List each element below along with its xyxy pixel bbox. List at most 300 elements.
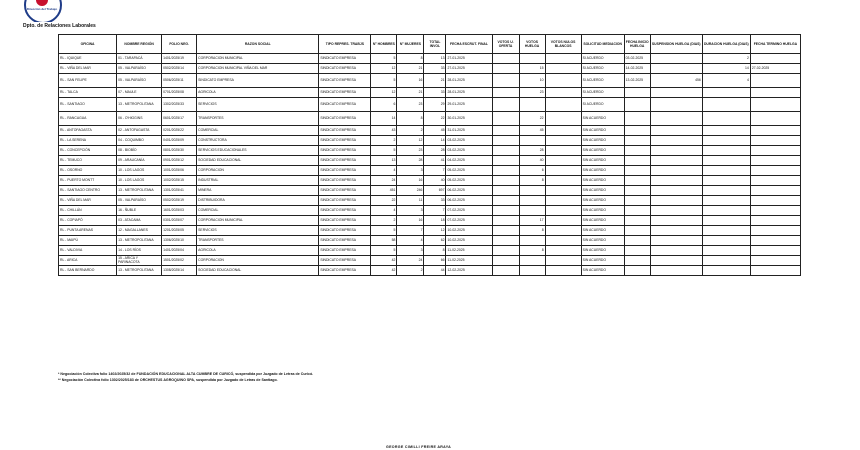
table-cell: SINDICATO EMPRESA [319,136,371,146]
table-cell [650,236,702,246]
table-cell [702,186,750,196]
table-cell: 8 [397,54,424,64]
table-cell [702,88,750,98]
table-cell: 12 - MAGALLANES [117,226,162,236]
negotiations-table [58,34,801,276]
table-cell: 42 [371,266,397,276]
table-cell [650,126,702,136]
table-cell: 5 [371,226,397,236]
table-cell [750,176,800,186]
table-cell [702,266,750,276]
table-cell: 22 [371,196,397,206]
table-cell: 05 - VALPARAÍSO [117,196,162,206]
table-cell [650,98,702,112]
table-cell: SINDICATO EMPRESA [319,196,371,206]
table-cell: SIN ACUERDO [581,186,624,196]
table-cell [750,186,800,196]
table-cell [519,266,545,276]
table-cell: CORPORACION MUNICIPAL [197,216,319,226]
table-cell [702,146,750,156]
table-cell [545,176,581,186]
table-cell: 43 [371,126,397,136]
table-cell: 14 [702,64,750,74]
table-cell: 5 [371,74,397,88]
table-cell: RL - CONCEPCIÓN [59,146,117,156]
table-row [59,206,801,216]
table-cell [702,246,750,256]
table-cell: SINDICATO EMPRESA [319,88,371,98]
institution-logo [22,0,62,22]
table-cell [750,146,800,156]
table-cell [750,266,800,276]
table-cell: 697 [424,186,446,196]
signature-name: GEORGE CIMILLI FREIRE ARAYA [386,445,452,449]
table-cell: 1306/2025/10 [162,236,197,246]
table-cell [545,206,581,216]
table-cell [492,256,519,266]
column-header: SOLICITUD MEDIACION [581,35,624,54]
table-cell: 02 - ANTOFAGASTA [117,126,162,136]
column-header: TOTAL INVOL [424,35,446,54]
table-cell [492,54,519,64]
table-cell: SOCIEDAD EDUCACIONAL [197,156,319,166]
footnote-2: ** Negociación Colectiva folio 1302/2025/183 de ORCHESTUS AGROQUINO SPA, suspendida por Juzgado de Letras de Santiago. [58,378,278,382]
table-cell [702,216,750,226]
table-cell [650,88,702,98]
table-cell: 27-01-2025 [446,64,492,74]
table-cell: 21 [397,64,424,74]
table-cell: RL - PUNTA ARENAS [59,226,117,236]
table-cell: 0506/2025/11 [162,74,197,88]
table-cell: CORPORACION MUNICIPAL [197,54,319,64]
table-cell: 33 [424,88,446,98]
table-cell: INDUSTRIAL [197,176,319,186]
table-cell: 23 [519,88,545,98]
table-cell [750,216,800,226]
table-cell: SINDICATO EMPRESA [319,176,371,186]
table-cell: RL - OSORNO [59,166,117,176]
table-cell: 33 [424,196,446,206]
table-cell [492,226,519,236]
table-cell: 1002/2025/15 [162,176,197,186]
table-cell: SINDICATO EMPRESA [319,256,371,266]
table-cell: 7 [424,206,446,216]
table-cell [624,112,650,126]
table-cell: 45 [519,126,545,136]
table-cell: 58 [371,236,397,246]
table-row [59,156,801,166]
table-cell: 05 - VALPARAÍSO [117,64,162,74]
table-cell: RL - SAN BERNARDO [59,266,117,276]
table-cell: SI ACUERDO [581,64,624,74]
table-cell: 1601/2025/03 [162,206,197,216]
table-cell: 33 [424,64,446,74]
table-cell: SIN ACUERDO [581,166,624,176]
table-cell [702,226,750,236]
table-cell: 05 - VALPARAÍSO [117,74,162,88]
table-cell: SINDICATO EMPRESA [319,216,371,226]
table-row [59,54,801,64]
table-cell [545,246,581,256]
table-cell: 03-02-2025 [624,54,650,64]
table-cell: 10 - LOS LAGOS [117,176,162,186]
table-row [59,126,801,136]
table-cell [492,196,519,206]
table-row [59,88,801,98]
table-cell: 16 [397,74,424,88]
table-cell: SIN ACUERDO [581,226,624,236]
table-cell: RL - SANTIAGO CENTRO [59,186,117,196]
table-cell: SIN ACUERDO [581,196,624,206]
column-header: DURACION HUELGA (DIAS) [702,35,750,54]
table-cell: TRANSPORTES [197,112,319,126]
table-cell [750,206,800,216]
table-cell: 5 [371,246,397,256]
table-cell [519,186,545,196]
table-cell: 0502/2025/19 [162,196,197,206]
column-header: SUSPENSION HUELGA (DIAS) [650,35,702,54]
column-header: VOTOS HUELGA [519,35,545,54]
table-cell [492,126,519,136]
table-cell: RL - VIÑA DEL MAR [59,64,117,74]
table-cell: SIN ACUERDO [581,216,624,226]
table-cell: SINDICATO EMPRESA [319,186,371,196]
table-cell [545,54,581,64]
table-cell: 8 [519,246,545,256]
table-cell: AGRICOLA [197,246,319,256]
table-cell: SINDICATO EMPRESA [197,74,319,88]
table-cell [750,236,800,246]
table-cell: COMERCIAL [197,206,319,216]
table-cell: 06-02-2025 [446,186,492,196]
table-cell [650,54,702,64]
table-cell: 40 [519,156,545,166]
table-cell [492,216,519,226]
table-cell [650,196,702,206]
table-cell: 41 [424,156,446,166]
table-cell [750,112,800,126]
table-cell: SINDICATO EMPRESA [319,64,371,74]
table-cell: 27-02-2025 [750,64,800,74]
table-cell [519,256,545,266]
table-cell [650,112,702,126]
table-cell: 13 - METROPOLITANA [117,98,162,112]
table-cell [624,146,650,156]
table-cell [624,136,650,146]
table-cell: 0201/2025/22 [162,126,197,136]
table-cell: 03-02-2025 [446,146,492,156]
table-cell: 18 [424,216,446,226]
table-cell [492,156,519,166]
table-cell: 0701/2025/08 [162,88,197,98]
table-cell: SIN ACUERDO [581,126,624,136]
table-cell [545,74,581,88]
table-cell: 11 [397,196,424,206]
table-cell [702,166,750,176]
table-cell: AGRICOLA [197,88,319,98]
table-cell [519,236,545,246]
table-cell: 13 [371,156,397,166]
table-cell: 11-02-2025 [446,256,492,266]
table-cell [492,112,519,126]
table-cell: 45 [424,126,446,136]
table-cell: 1401/2025/19 [162,54,197,64]
table-cell: 14 [371,112,397,126]
table-cell [650,206,702,216]
table-cell: SINDICATO EMPRESA [319,236,371,246]
table-cell [650,64,702,74]
table-cell: 10 - LOS LAGOS [117,166,162,176]
table-cell: 0801/2025/30 [162,146,197,156]
table-cell: 3 [397,206,424,216]
table-cell [519,54,545,64]
table-cell: 01 - TARAPACÁ [117,54,162,64]
table-cell: 1501/2025/02 [162,256,197,266]
table-cell [650,226,702,236]
table-cell: TRANSPORTES [197,236,319,246]
table-cell: 40 [424,176,446,186]
table-row [59,64,801,74]
table-cell: 10 [519,74,545,88]
table-cell [750,88,800,98]
table-cell [492,136,519,146]
column-header: OFICINA [59,35,117,54]
table-cell: RL - TEMUCO [59,156,117,166]
table-cell: 8 [397,112,424,126]
table-cell: 0301/2025/07 [162,216,197,226]
table-row [59,256,801,266]
table-cell: 16 - ÑUBLE [117,206,162,216]
table-cell [650,216,702,226]
table-cell [624,156,650,166]
table-cell [702,236,750,246]
table-cell [519,196,545,206]
table-cell [492,74,519,88]
table-cell [650,146,702,156]
table-cell: SI ACUERDO [581,54,624,64]
table-cell [702,98,750,112]
table-cell [545,186,581,196]
table-cell: 10-02-2025 [446,226,492,236]
column-header: FECHA INICIO HUELGA [624,35,650,54]
table-cell: 8 [519,176,545,186]
table-cell [702,256,750,266]
table-cell: 7 [424,166,446,176]
table-cell [702,136,750,146]
column-header: FECHA ESCRUT. FINAL [446,35,492,54]
table-cell: 3 [397,166,424,176]
table-cell: SOCIEDAD EDUCACIONAL [197,266,319,276]
table-cell: 23 [397,98,424,112]
table-cell: 14 [424,136,446,146]
table-cell: 0901/2025/12 [162,156,197,166]
table-cell [519,98,545,112]
table-cell: 246 [397,186,424,196]
table-cell: 29 [424,98,446,112]
table-cell: 28 [424,146,446,156]
table-cell [624,98,650,112]
table-row [59,236,801,246]
table-cell [624,226,650,236]
table-cell [519,206,545,216]
table-cell: 14-02-2025 [624,64,650,74]
table-cell: 4 [371,166,397,176]
table-cell: 12 [371,64,397,74]
table-cell: 13 - METROPOLITANA [117,236,162,246]
table-cell [492,146,519,156]
table-cell: 4 [397,236,424,246]
table-cell [650,176,702,186]
table-cell: SINDICATO EMPRESA [319,54,371,64]
table-cell: 5 [371,54,397,64]
table-cell: RL - LA SERENA [59,136,117,146]
table-cell [624,88,650,98]
table-header-row [59,35,801,54]
table-cell [545,146,581,156]
table-cell [492,186,519,196]
table-cell: 30-01-2025 [446,112,492,126]
column-header: N° HOMBRES [371,35,397,54]
table-cell [492,98,519,112]
table-cell [702,206,750,216]
table-cell: SINDICATO EMPRESA [319,266,371,276]
table-cell: CORPORACION MUNICIPAL VIÑA DEL MAR [197,64,319,74]
table-cell: SINDICATO EMPRESA [319,166,371,176]
table-cell [545,126,581,136]
table-row [59,216,801,226]
table-cell: SINDICATO EMPRESA [319,74,371,88]
table-cell: 07-02-2025 [446,216,492,226]
table-cell: 17 [519,216,545,226]
footnotes [58,371,313,383]
table-cell: 03-02-2025 [446,136,492,146]
table-cell: SIN ACUERDO [581,256,624,266]
table-cell: 22 [519,112,545,126]
table-cell: 05-02-2025 [446,166,492,176]
table-cell: RL - COPIAPÓ [59,216,117,226]
table-row [59,74,801,88]
table-cell: 28-01-2025 [446,74,492,88]
table-cell [492,166,519,176]
table-row [59,186,801,196]
table-cell: RL - PUERTO MONTT [59,176,117,186]
table-cell [545,98,581,112]
table-cell [650,266,702,276]
table-cell: 2 [371,136,397,146]
table-cell [650,186,702,196]
table-cell: SINDICATO EMPRESA [319,126,371,136]
table-cell: 66 [424,256,446,266]
table-cell [624,256,650,266]
department-subtitle: Dpto. de Relaciones Laborales [23,23,96,29]
table-cell: 1308/2025/14 [162,266,197,276]
table-row [59,98,801,112]
table-cell [750,98,800,112]
column-header: N° MUJERES [397,35,424,54]
table-cell: 1301/2025/41 [162,186,197,196]
table-cell: 08 - BIOBÍO [117,146,162,156]
table-cell [750,256,800,266]
table-cell: 04 - COQUIMBO [117,136,162,146]
table-cell [702,176,750,186]
table-cell: 07 - MAULE [117,88,162,98]
table-cell [624,216,650,226]
table-cell: 456 [650,74,702,88]
table-cell: RL - SAN FELIPE [59,74,117,88]
table-cell [624,206,650,216]
table-cell: 03 - ATACAMA [117,216,162,226]
table-cell [750,54,800,64]
table-cell: SINDICATO EMPRESA [319,156,371,166]
table-cell: CONSTRUCTORA [197,136,319,146]
table-cell: 0601/2025/17 [162,112,197,126]
table-cell [492,88,519,98]
table-cell [545,226,581,236]
table-cell [650,156,702,166]
table-cell: 23 [397,146,424,156]
table-cell: 12 [424,226,446,236]
table-cell [650,136,702,146]
table-cell: 15 - ARICA Y PARINACOTA [117,256,162,266]
table-cell: 12 [371,88,397,98]
table-cell [545,196,581,206]
table-cell: 16 [397,176,424,186]
table-cell: RL - ARICA [59,256,117,266]
table-cell: CORPORACION [197,256,319,266]
table-cell: 2 [397,266,424,276]
table-cell: 0401/2025/09 [162,136,197,146]
table-cell: 28-01-2025 [446,88,492,98]
table-cell: SIN ACUERDO [581,146,624,156]
table-cell [750,196,800,206]
table-cell: 0502/2025/14 [162,64,197,74]
logo-text: Dirección del Trabajo [26,7,58,11]
table-cell: 42 [371,256,397,266]
table-cell: 15 [519,64,545,74]
table-cell: 28 [519,146,545,156]
table-cell: SINDICATO EMPRESA [319,146,371,156]
table-cell: 13-02-2025 [624,74,650,88]
table-cell: RL - VIÑA DEL MAR [59,196,117,206]
table-cell: 11-02-2025 [446,246,492,256]
table-cell [545,216,581,226]
table-cell [545,112,581,126]
table-cell [702,112,750,126]
table-cell: 4 [371,206,397,216]
table-cell [519,136,545,146]
table-cell: 28 [397,156,424,166]
table-cell: 1001/2025/06 [162,166,197,176]
table-cell: 1401/2025/04 [162,246,197,256]
table-row [59,266,801,276]
table-cell: 7 [397,226,424,236]
table-cell: 16 [397,216,424,226]
table-cell: RL - RANCAGUA [59,112,117,126]
table-cell: 13 [424,54,446,64]
table-cell: RL - VALDIVIA [59,246,117,256]
table-cell [650,256,702,266]
table-cell: 8 [519,226,545,236]
table-cell: 1302/2025/33 [162,98,197,112]
table-cell: SIN ACUERDO [581,112,624,126]
table-cell: 12-02-2025 [446,266,492,276]
table-cell: RL - IQUIQUE [59,54,117,64]
table-cell: 09 - ARAUCANÍA [117,156,162,166]
table-cell [750,246,800,256]
table-row [59,136,801,146]
table-cell: 4 [702,74,750,88]
table-cell [492,64,519,74]
